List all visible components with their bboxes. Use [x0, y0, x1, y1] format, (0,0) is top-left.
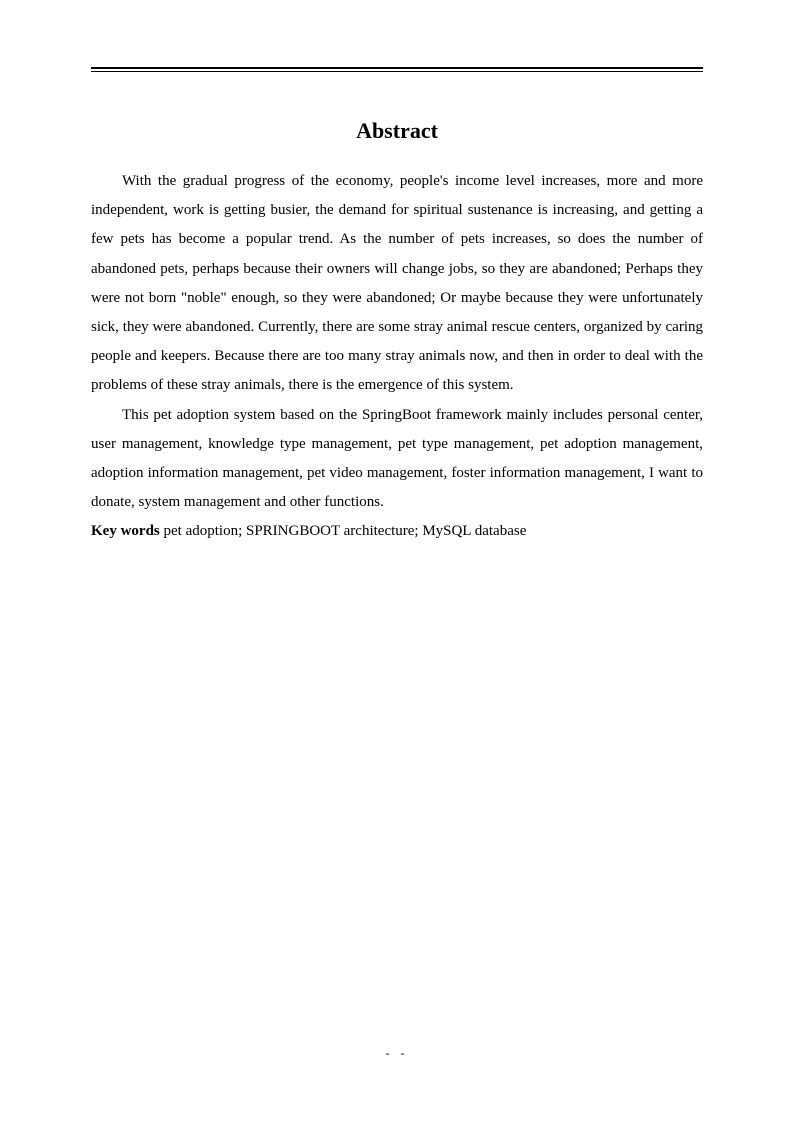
page-number: - -	[385, 1046, 409, 1060]
keywords-line	[91, 517, 703, 546]
abstract-paragraph-2: This pet adoption system based on the SpringBoot framework mainly includes personal center, user management, knowledge type management, pet type management, pet adoption management, adoption information management, pet video management, foster information management, I want to donate, system management and other functions.	[91, 406, 703, 511]
keywords-label: Key words	[91, 523, 160, 540]
abstract-body	[91, 167, 703, 547]
abstract-paragraph-1: With the gradual progress of the economy, people's income level increases, more and more independent, work is getting busier, the demand for spiritual sustenance is increasing, and getting a few pets has become a popular trend. As the number of pets increases, so does the number of abandoned pets, perhaps because their owners will change jobs, so they are abandoned; Perhaps they were not born "noble" enough, so they were abandoned; Or maybe because they were unfortunately sick, they were abandoned. Currently, there are some stray animal rescue centers, organized by caring people and keepers. Because there are too many stray animals now, and then in order to deal with the problems of these stray animals, there is the emergence of this system.	[91, 173, 703, 394]
keywords-text: pet adoption; SPRINGBOOT architecture; MySQL database	[159, 523, 527, 540]
abstract-title: Abstract	[356, 118, 438, 143]
header-rule	[91, 67, 703, 72]
